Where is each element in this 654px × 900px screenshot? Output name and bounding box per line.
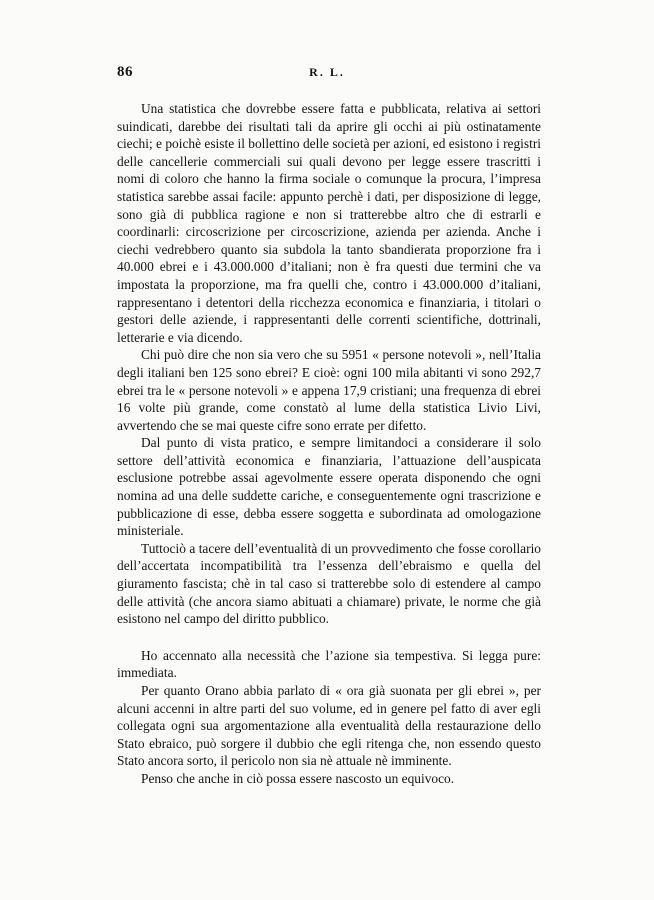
paragraph: Per quanto Orano abbia parlato di « ora già suonata per gli ebrei », per alcuni accenni in altre parti del suo volume, ed in genere pel fatto di aver egli collegata ogni sua argomentazione alla eventualità della restaurazione dello Stato ebraico, può sorgere il dubbio che egli ritenga che, non essendo questo Stato ancora sorto, il pericolo non sia nè attuale nè imminente. (117, 683, 541, 769)
paragraph: Dal punto di vista pratico, e sempre limitandoci a considerare il solo settore dell’attività economica e finanziaria, l’attuazione dell’auspicata esclusione potrebbe assai agevolmente essere operata disponendo che ogni nomina ad una delle suddette cariche, e conseguentemente ogni trascrizione e pubblicazione di esse, debba essere soggetta e subordinata ad omologazione ministeriale. (117, 435, 541, 539)
page-number: 86 (117, 64, 133, 80)
paragraph: Penso che anche in ciò possa essere nascosto un equivoco. (141, 770, 455, 786)
paragraph: Chi può dire che non sia vero che su 5951 « persone notevoli », nell’Italia degli italiani ben 125 sono ebrei? E cioè: ogni 100 mila abitanti vi sono 292,7 ebrei tra le « persone notevoli » e appena 17,9 cristiani; una frequenza di ebrei 16 volte più grande, come constatò al lume della statistica Livio Livi, avvertendo che se mai queste cifre sono errate per difetto. (117, 347, 541, 433)
section-gap (117, 628, 541, 647)
paragraph: Una statistica che dovrebbe essere fatta e pubblicata, relativa ai settori suindicati, darebbe dei risultati tali da aprire gli occhi ai più ostinatamente ciechi; e poichè esiste il bollettino delle società per azioni, ed esistono i registri delle cancellerie commerciali sui quali devono per legge essere trascritti i nomi di coloro che hanno la firma sociale o comunque la procura, l’impresa statistica sarebbe assai facile: appunto perchè i dati, per disposizione di legge, sono già di pubblica ragione e non si tratterebbe altro che di estrarli e coordinarli: circoscrizione per circoscrizione, azienda per azienda. Anche i ciechi vedrebbero quanto sia subdola la tanto sbandierata proporzione fra i 40.000 ebrei e i 43.000.000 d’italiani; non è fra questi due termini che va impostata la proporzione, ma fra quelli che, contro i 43.000.000 d’italiani, rappresentano i detentori della ricchezza economica e finanziaria, i titolari o gestori delle aziende, i rappresentanti delle correnti scientifiche, dottrinali, letterarie e via dicendo. (117, 101, 541, 345)
running-head: R. L. (309, 65, 345, 79)
paragraph: Tuttociò a tacere dell’eventualità di un provvedimento che fosse corollario dell’accertata incompatibilità tra l’essenza dell’ebraismo e quella del giuramento fascista; chè in tal caso si tratterebbe solo di estendere al campo delle attività (che ancora siamo abituati a chiamare) private, le norme che già esistono nel campo del diritto pubblico. (117, 540, 541, 627)
page-header (117, 64, 537, 84)
paragraph: Ho accennato alla necessità che l’azione sia tempestiva. Si legga pure: immediata. (117, 647, 541, 681)
body-text (117, 100, 541, 788)
